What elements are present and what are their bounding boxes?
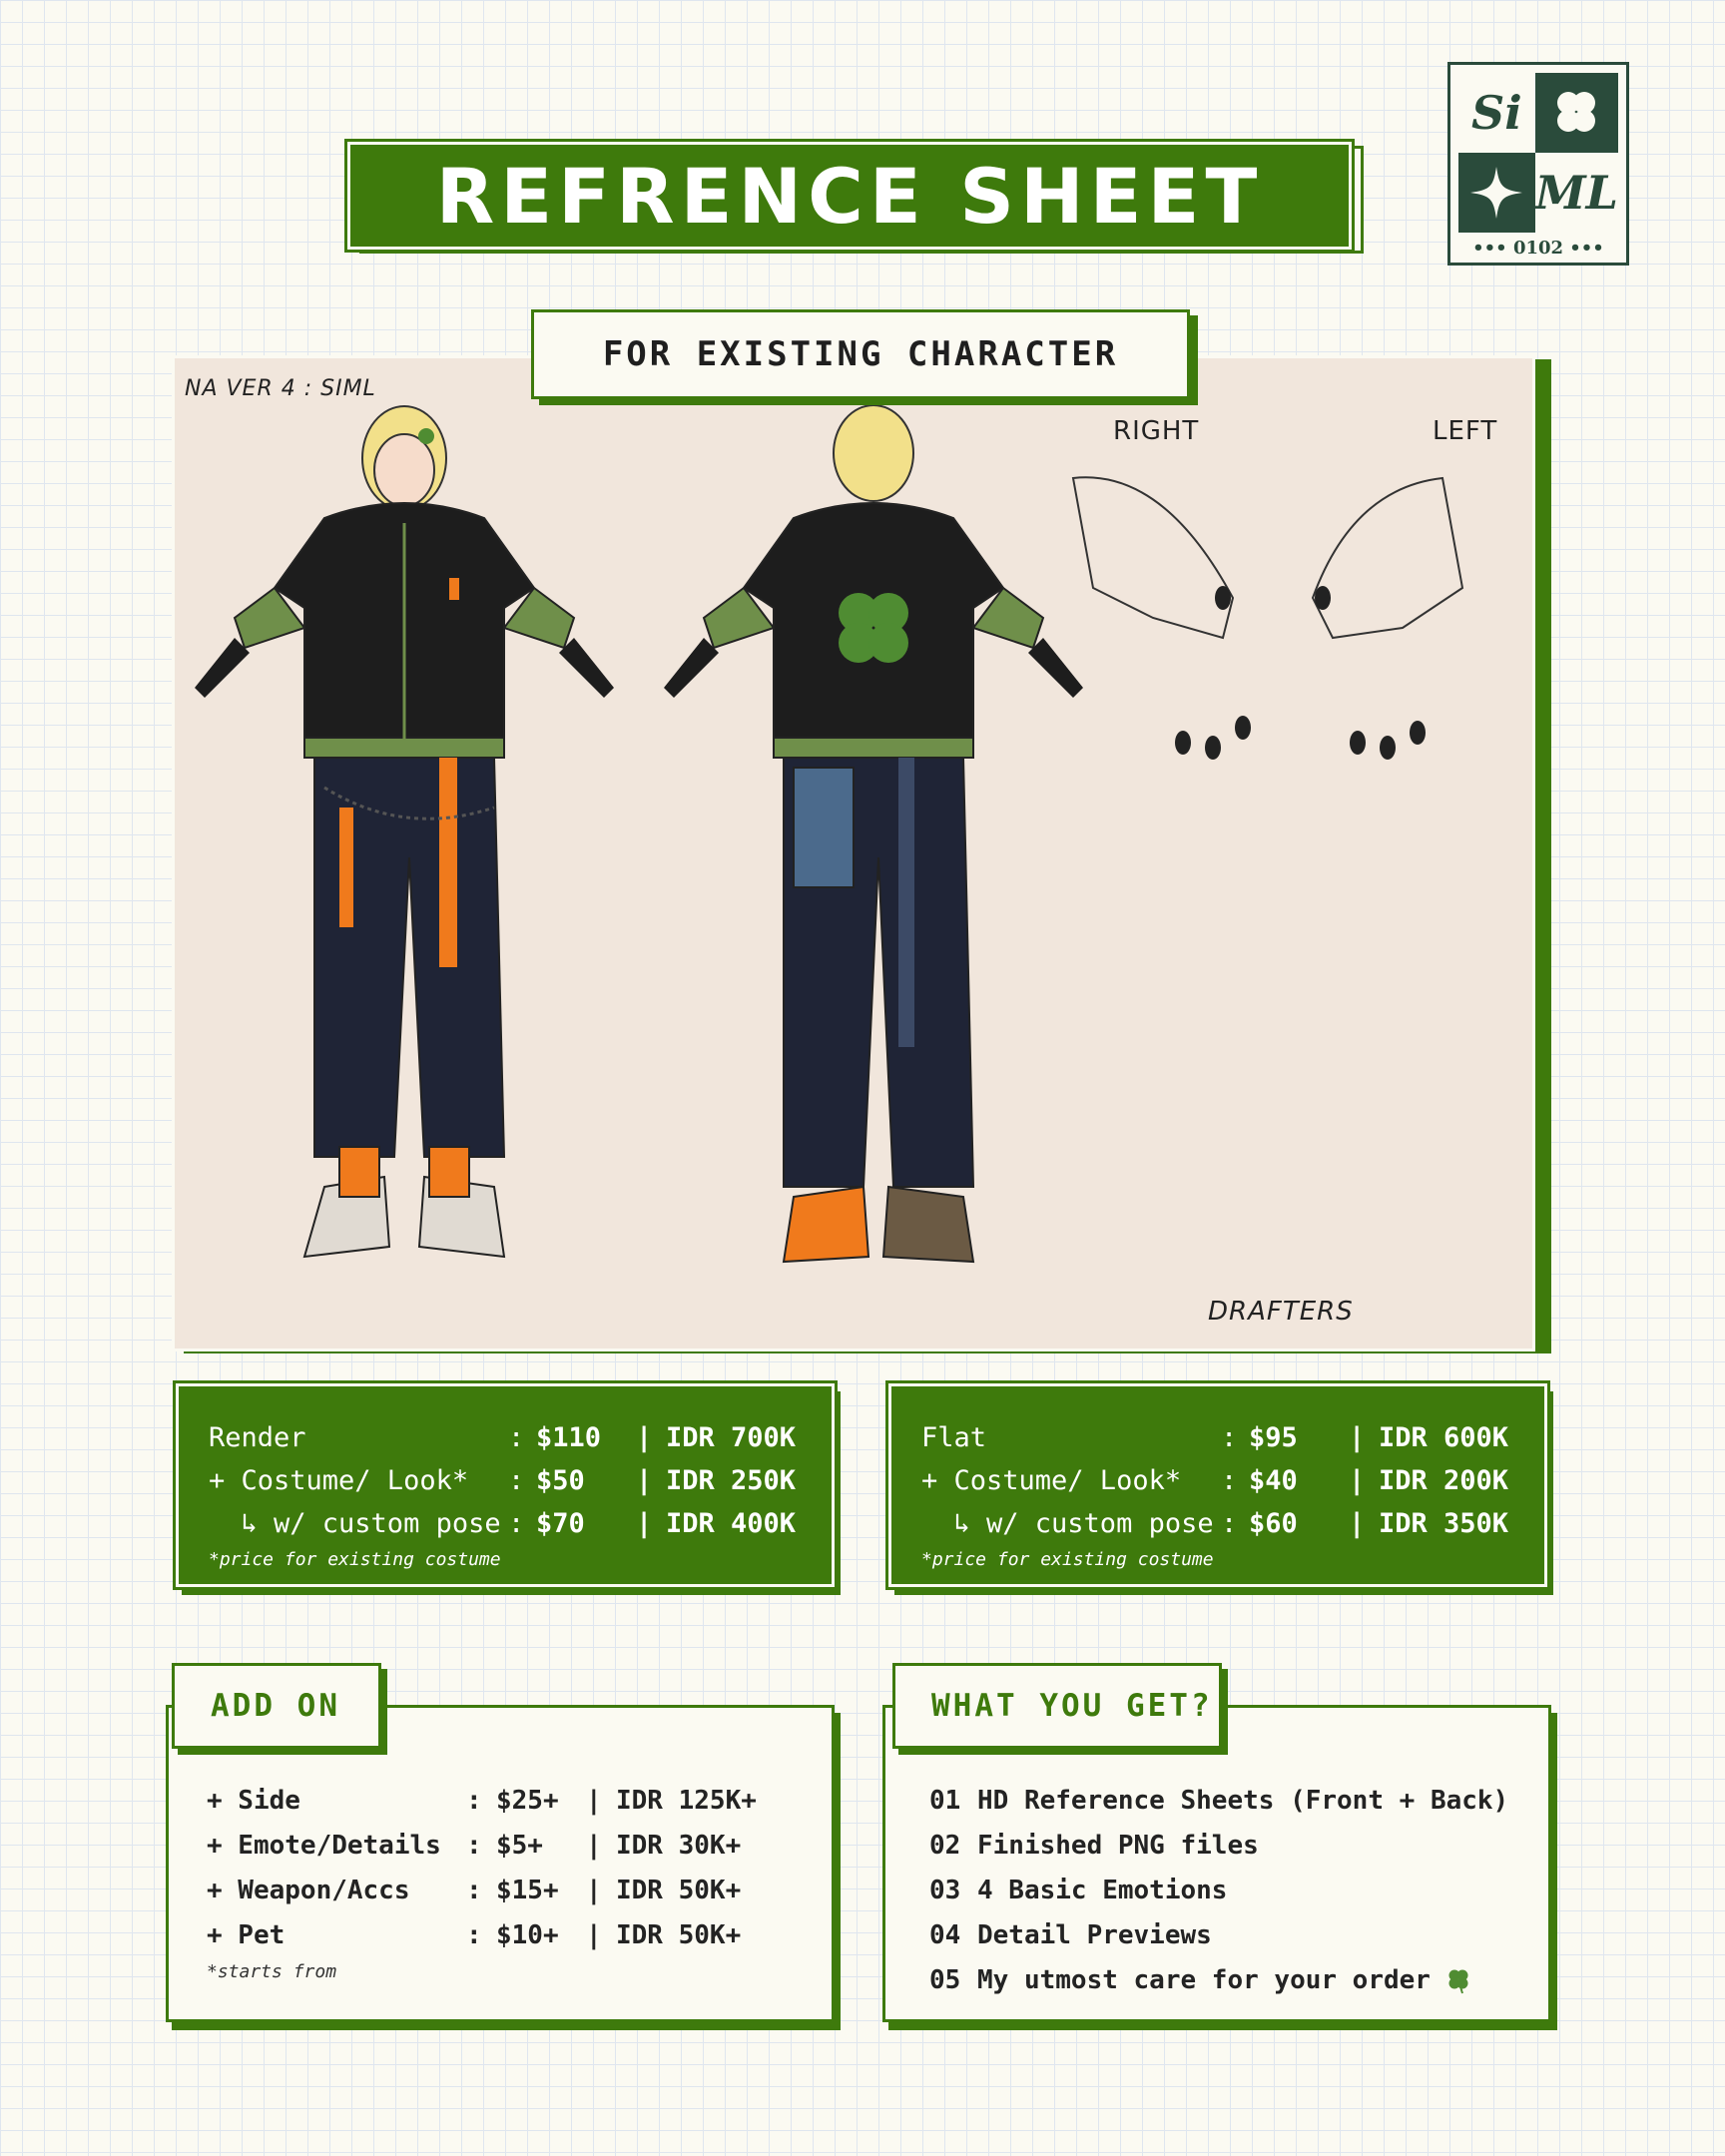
price-idr: IDR 250K	[666, 1465, 797, 1496]
wyg-text: 4 Basic Emotions	[977, 1875, 1228, 1905]
price-idr: IDR 200K	[1379, 1465, 1509, 1496]
addon-usd: $5+	[496, 1830, 543, 1861]
hands-sketch	[1073, 477, 1462, 760]
logo-ml: ML	[1535, 153, 1618, 233]
render-price-box	[176, 1383, 835, 1587]
price-row: + Costume/ Look* : $40 | IDR 200K	[921, 1465, 1509, 1496]
addon-usd: $10+	[496, 1919, 559, 1950]
wyg-num: 04	[929, 1919, 961, 1950]
wyg-text: HD Reference Sheets (Front + Back)	[977, 1785, 1509, 1816]
logo-si: Si	[1458, 73, 1535, 153]
price-usd: $60	[1249, 1508, 1298, 1539]
logo-caption: ••• 0102 •••	[1472, 238, 1604, 259]
price-row: + Costume/ Look* : $50 | IDR 250K	[209, 1465, 797, 1496]
wyg-item	[929, 1957, 1508, 2002]
price-note: *price for existing costume	[209, 1549, 501, 1570]
addon-label: + Pet	[207, 1919, 286, 1950]
price-note: *price for existing costume	[921, 1549, 1214, 1570]
addon-row: + Emote/Details : $5+ | IDR 30K+	[207, 1830, 742, 1861]
wyg-num: 01	[929, 1785, 961, 1816]
price-usd: $70	[536, 1508, 585, 1539]
price-row: Render : $110 | IDR 700K	[209, 1422, 797, 1453]
wyg-text: Finished PNG files	[977, 1830, 1259, 1861]
flat-price-box	[888, 1383, 1547, 1587]
subtitle-box	[531, 309, 1190, 399]
logo	[1447, 62, 1629, 266]
character-illustration	[175, 358, 1535, 1351]
wyg-num: 05	[929, 1964, 961, 1995]
clover-icon	[1535, 73, 1618, 153]
addon-note: *starts from	[207, 1961, 337, 1982]
addon-label: + Side	[207, 1785, 300, 1816]
price-idr: IDR 350K	[1379, 1508, 1509, 1539]
reference-image	[172, 355, 1535, 1351]
price-label: ↳ w/ custom pose	[921, 1508, 1214, 1539]
hand-right-label: RIGHT	[1113, 416, 1200, 446]
price-idr: IDR 600K	[1379, 1422, 1509, 1453]
addon-idr: IDR 50K+	[616, 1875, 742, 1905]
addon-idr: IDR 30K+	[616, 1830, 742, 1861]
price-label: Render	[209, 1422, 306, 1453]
price-usd: $50	[536, 1465, 585, 1496]
wyg-item	[929, 1823, 1508, 1868]
wyg-title: WHAT YOU GET?	[892, 1663, 1222, 1749]
price-usd: $95	[1249, 1422, 1298, 1453]
subtitle: FOR EXISTING CHARACTER	[602, 334, 1119, 374]
price-idr: IDR 400K	[666, 1508, 797, 1539]
price-label: ↳ w/ custom pose	[209, 1508, 501, 1539]
back-view	[664, 405, 1083, 1262]
wyg-num: 03	[929, 1875, 961, 1905]
addon-row: + Side : $25+ | IDR 125K+	[207, 1785, 757, 1816]
addon-usd: $25+	[496, 1785, 559, 1816]
sparkle-icon	[1458, 153, 1535, 233]
addon-usd: $15+	[496, 1875, 559, 1905]
price-usd: $110	[536, 1422, 602, 1453]
addon-title: ADD ON	[172, 1663, 381, 1749]
price-usd: $40	[1249, 1465, 1298, 1496]
wyg-item	[929, 1912, 1508, 1957]
addon-row: + Weapon/Accs : $15+ | IDR 50K+	[207, 1875, 742, 1905]
wyg-text: My utmost care for your order	[977, 1964, 1431, 1995]
title-banner	[347, 142, 1352, 250]
wyg-item	[929, 1868, 1508, 1912]
addon-label: + Weapon/Accs	[207, 1875, 410, 1905]
sketch-caption: NA VER 4 : SIML	[185, 376, 376, 401]
wyg-num: 02	[929, 1830, 961, 1861]
price-idr: IDR 700K	[666, 1422, 797, 1453]
price-row: ↳ w/ custom pose : $70 | IDR 400K	[209, 1508, 797, 1539]
price-row: Flat : $95 | IDR 600K	[921, 1422, 1509, 1453]
clover-icon	[1444, 1966, 1472, 1994]
hand-left-label: LEFT	[1433, 416, 1498, 446]
front-view	[195, 406, 614, 1257]
wyg-text: Detail Previews	[977, 1919, 1212, 1950]
price-label: + Costume/ Look*	[921, 1465, 1182, 1496]
drafters-label: DRAFTERS	[1208, 1297, 1354, 1327]
addon-row: + Pet : $10+ | IDR 50K+	[207, 1919, 742, 1950]
price-label: + Costume/ Look*	[209, 1465, 469, 1496]
addon-label: + Emote/Details	[207, 1830, 441, 1861]
addon-idr: IDR 50K+	[616, 1919, 742, 1950]
price-label: Flat	[921, 1422, 987, 1453]
addon-idr: IDR 125K+	[616, 1785, 757, 1816]
price-row: ↳ w/ custom pose : $60 | IDR 350K	[921, 1508, 1509, 1539]
wyg-item	[929, 1778, 1508, 1823]
page-title: REFRENCE SHEET	[435, 151, 1264, 241]
